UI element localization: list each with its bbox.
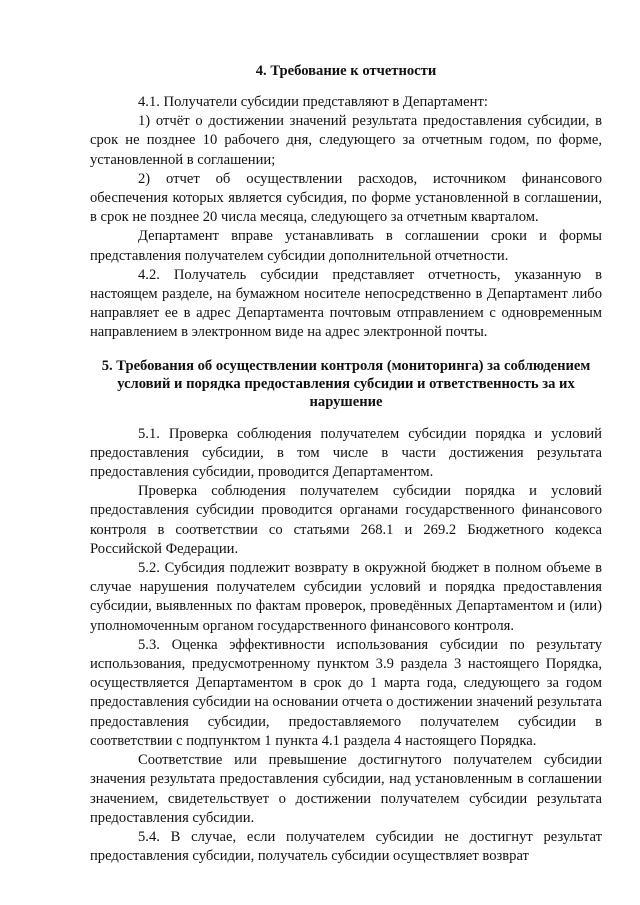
paragraph-4-1-additional: Департамент вправе устанавливать в соглашении сроки и формы представления получателем субсидии дополнительной отчетности. <box>90 228 602 264</box>
paragraph-4-1: 4.1. Получатели субсидии представляют в Департамент: <box>138 94 488 110</box>
paragraph-5-3-compliance: Соответствие или превышение достигнутого получателем субсидии значения результата предоставления субсидии, над установленным в соглашении значением, свидетельствует о достижении получателем субсидии результата предоставления субсидии. <box>90 752 602 826</box>
section-5-body <box>90 425 602 867</box>
paragraph-5-2: 5.2. Субсидия подлежит возврату в окружной бюджет в полном объеме в случае нарушения получателем субсидии условий и порядка предоставления субсидии, выявленных по фактам проверок, проведённых Департаментом и (или) уполномоченным органом государственного финансового контроля. <box>90 560 602 634</box>
section-4-title: 4. Требование к отчетности <box>255 63 437 79</box>
section-4-body <box>90 93 602 343</box>
paragraph-4-1-item-1: 1) отчёт о достижении значений результата предоставления субсидии, в срок не позднее 10 рабочего дня, следующего за отчетным годом, по форме, установленной в соглашении; <box>90 113 602 168</box>
paragraph-5-4: 5.4. В случае, если получателем субсидии не достигнут результат предоставления субсидии, получатель субсидии осуществляет возврат <box>90 828 602 865</box>
paragraph-4-1-item-2: 2) отчет об осуществлении расходов, источником финансового обеспечения которых является субсидия, по форме установленной в соглашении, в срок не позднее 20 числа месяца, следующего за отчетным кварталом. <box>90 170 602 226</box>
document-page <box>90 62 602 866</box>
paragraph-5-3: 5.3. Оценка эффективности использования субсидии по результату использования, предусмотренному пунктом 3.9 раздела 3 настоящего Порядка, осуществляется Департаментом в срок до 1 марта года, следующего за годом предоставления субсидии на основании отчета о достижении значений результата предоставления субсидии, предоставляемого получателем субсидии в соответствии с подпунктом 1 пункта 4.1 раздела 4 настоящего Порядка. <box>90 636 602 749</box>
section-5-title: 5. Требования об осуществлении контроля (мониторинга) за соблюдением условий и порядка предоставления субсидии и ответственность за их нарушение <box>101 357 591 410</box>
paragraph-5-1: 5.1. Проверка соблюдения получателем субсидии порядка и условий предоставления субсидии, в том числе в части достижения результата предоставления субсидии, проводится Департаментом. <box>90 425 602 481</box>
paragraph-4-2: 4.2. Получатель субсидии представляет отчетность, указанную в настоящем разделе, на бумажном носителе непосредственно в Департамент либо направляет ее в адрес Департамента почтовым отправлением с одновременным направлением в электронном виде на адрес электронной почты. <box>90 266 602 341</box>
paragraph-5-1-control: Проверка соблюдения получателем субсидии порядка и условий предоставления субсидии проводится органами государственного финансового контроля в соответствии со статьями 268.1 и 269.2 Бюджетного кодекса Российской Федерации. <box>90 483 602 557</box>
